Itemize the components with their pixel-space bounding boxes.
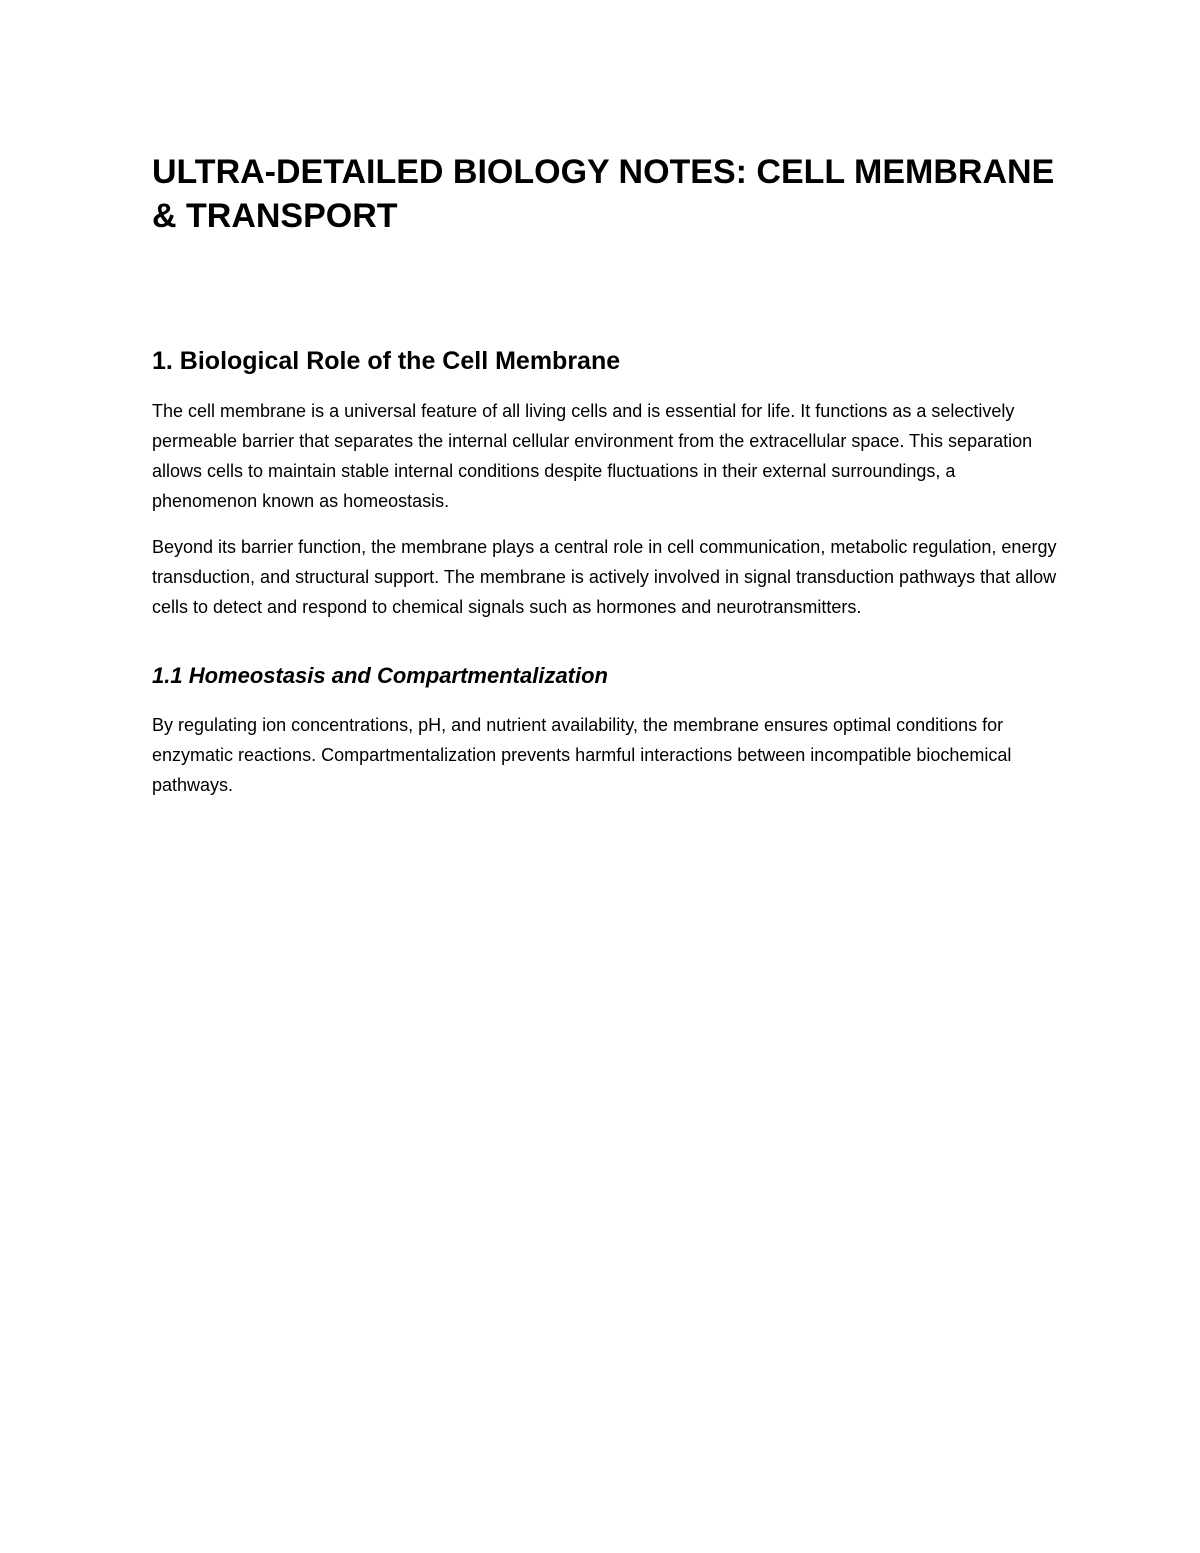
paragraph: Beyond its barrier function, the membrane plays a central role in cell communication, metabolic regulation, energy transduction, and structural support. The membrane is actively involved in signal transduction pathways that allow cells to detect and respond to chemical signals such as hormones and neurotransmitters.: [152, 537, 1057, 617]
document-page: [152, 150, 1062, 800]
document-title: ULTRA-DETAILED BIOLOGY NOTES: CELL MEMBRANE & TRANSPORT: [152, 153, 1055, 235]
subsection-heading: 1.1 Homeostasis and Compartmentalization: [152, 663, 608, 688]
section-heading: 1. Biological Role of the Cell Membrane: [152, 347, 621, 375]
paragraph: By regulating ion concentrations, pH, and nutrient availability, the membrane ensures optimal conditions for enzymatic reactions. Compartmentalization prevents harmful interactions between incompatible biochemical pathways.: [152, 715, 1012, 795]
paragraph: The cell membrane is a universal feature of all living cells and is essential for life. It functions as a selectively permeable barrier that separates the internal cellular environment from the extracellular space. This separation allows cells to maintain stable internal conditions despite fluctuations in their external surroundings, a phenomenon known as homeostasis.: [152, 401, 1033, 511]
